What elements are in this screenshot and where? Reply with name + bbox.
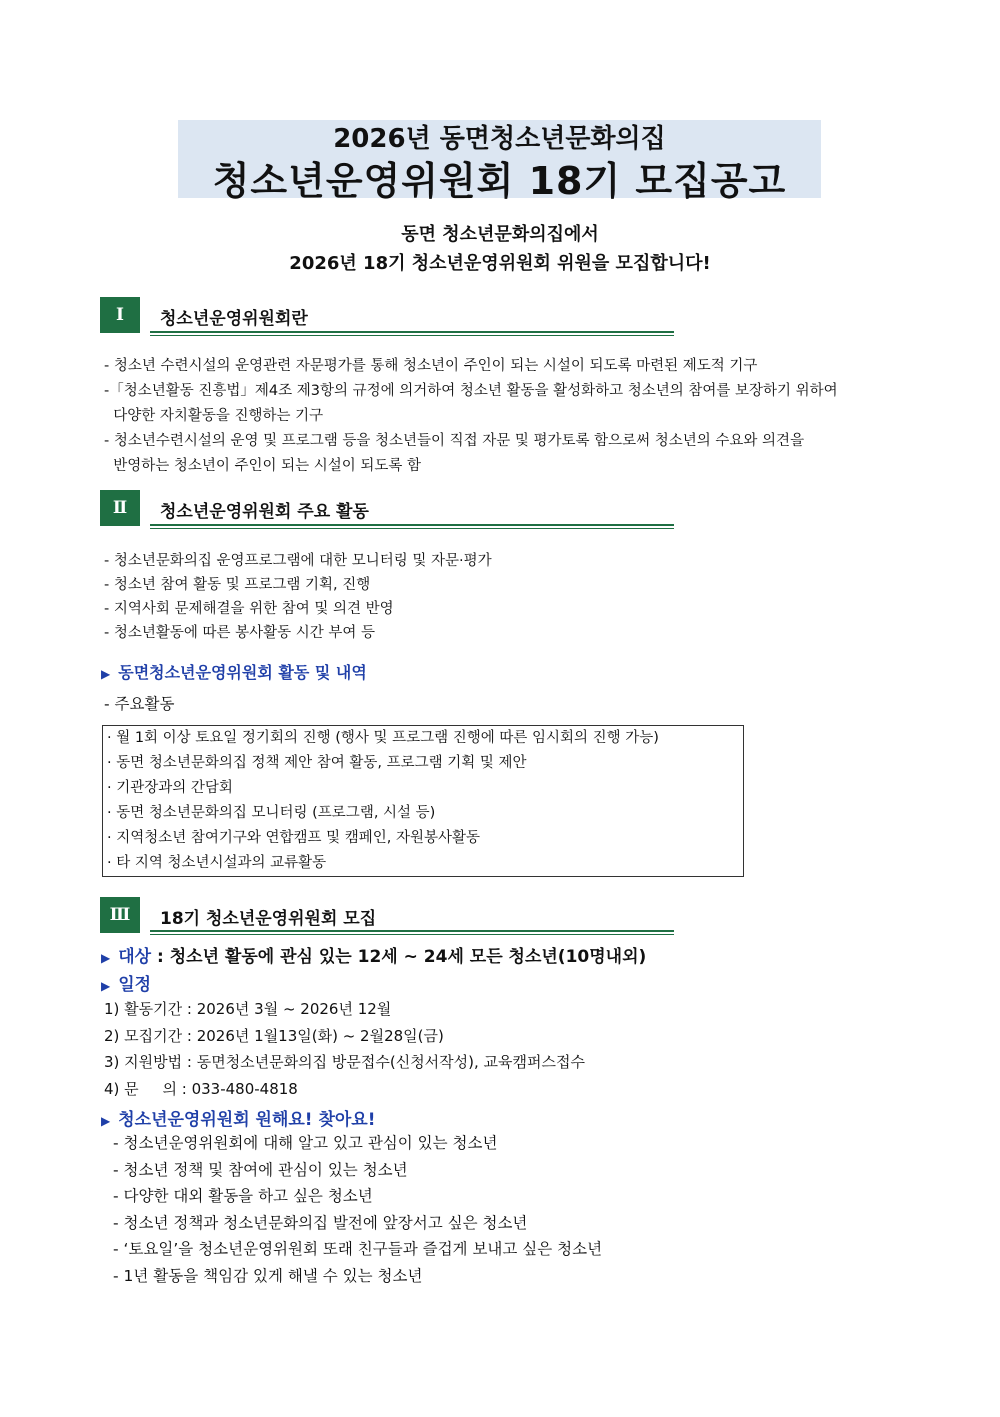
section1-underline-thin — [150, 335, 674, 336]
section3-number: Ⅲ — [100, 897, 140, 933]
target-line — [101, 942, 646, 967]
wanted-list — [113, 1130, 602, 1289]
target-label: 대상 — [118, 947, 152, 967]
triangle-bullet-icon: ▶ — [101, 979, 111, 993]
wanted-heading — [101, 1105, 376, 1130]
section2-title: 청소년운영위원회 주요 활동 — [160, 502, 369, 522]
schedule-item: 2) 모집기간 : 2026년 1월13일(화) ~ 2월28일(금) — [104, 1026, 444, 1045]
page-title: 청소년운영위원회 18기 모집공고 — [212, 159, 787, 203]
section1-line: - 청소년수련시설의 운영 및 프로그램 등을 청소년들이 직접 자문 및 평가토록 함으로써 청소년의 수요와 의견을 — [104, 433, 805, 449]
activity-item: · 동면 청소년문화의집 모니터링 (프로그램, 시설 등) — [107, 805, 436, 821]
wanted-item: - 다양한 대외 활동을 하고 싶은 청소년 — [113, 1187, 373, 1205]
activity-item: · 타 지역 청소년시설과의 교류활동 — [107, 855, 327, 871]
wanted-item: - 청소년 정책과 청소년문화의집 발전에 앞장서고 싶은 청소년 — [113, 1213, 528, 1232]
triangle-bullet-icon: ▶ — [101, 951, 111, 965]
section1-title: 청소년운영위원회란 — [160, 309, 308, 329]
main-activities-label: - 주요활동 — [104, 695, 175, 713]
schedule-list — [104, 996, 585, 1102]
section1-line: 반영하는 청소년이 주인이 되는 시설이 되도록 함 — [104, 458, 422, 474]
section3-underline-thin — [150, 934, 674, 935]
activity-item: · 기관장과의 간담회 — [107, 780, 233, 796]
schedule-item: 4) 문 의 : 033-480-4818 — [104, 1079, 298, 1098]
target-text: : 청소년 활동에 관심 있는 12세 ~ 24세 모든 청소년(10명내외) — [157, 947, 647, 967]
section1-line: -「청소년활동 진흥법」제4조 제3항의 규정에 의거하여 청소년 활동을 활성화하고 청소년의 참여를 보장하기 위하여 — [104, 383, 838, 399]
title-line1: 2026년 동면청소년문화의집 — [333, 124, 666, 154]
section2-underline — [150, 524, 674, 526]
activity-item: · 지역청소년 참여기구와 연합캠프 및 캠페인, 자원봉사활동 — [107, 830, 481, 846]
section3-title: 18기 청소년운영위원회 모집 — [160, 909, 377, 929]
wanted-item: - 1년 활동을 책임감 있게 해낼 수 있는 청소년 — [113, 1266, 423, 1285]
section2-number: Ⅱ — [100, 490, 140, 526]
triangle-bullet-icon: ▶ — [101, 667, 111, 681]
activity-subheading-text: 동면청소년운영위원회 활동 및 내역 — [118, 663, 367, 682]
triangle-bullet-icon: ▶ — [101, 1114, 111, 1128]
wanted-item: - 청소년 정책 및 참여에 관심이 있는 청소년 — [113, 1160, 408, 1179]
activity-subheading — [101, 660, 367, 683]
schedule-label: 일정 — [118, 975, 152, 995]
schedule-item: 1) 활동기간 : 2026년 3월 ~ 2026년 12월 — [104, 1000, 392, 1018]
section1-line: 다양한 자치활동을 진행하는 기구 — [104, 408, 324, 424]
intro-line1: 동면 청소년문화의집에서 — [401, 224, 599, 245]
section2-list — [104, 549, 492, 645]
activity-item: · 월 1회 이상 토요일 정기회의 진행 (행사 및 프로그램 진행에 따른 임시회의 진행 가능) — [107, 730, 659, 746]
wanted-item: - 청소년운영위원회에 대해 알고 있고 관심이 있는 청소년 — [113, 1134, 498, 1152]
section1-number: Ⅰ — [100, 297, 140, 333]
schedule-heading — [101, 970, 151, 995]
activity-item: · 동면 청소년문화의집 정책 제안 참여 활동, 프로그램 기획 및 제안 — [107, 755, 527, 771]
intro-line2: 2026년 18기 청소년운영위원회 위원을 모집합니다! — [289, 253, 711, 274]
section1-underline — [150, 331, 674, 333]
list-item: - 청소년활동에 따른 봉사활동 시간 부여 등 — [104, 625, 376, 641]
section3-underline — [150, 930, 674, 932]
activities-box — [102, 725, 744, 877]
section1-line: - 청소년 수련시설의 운영관련 자문평가를 통해 청소년이 주인이 되는 시설이 되도록 마련된 제도적 기구 — [104, 358, 758, 374]
list-item: - 지역사회 문제해결을 위한 참여 및 의견 반영 — [104, 601, 394, 617]
wanted-item: - ‘토요일’을 청소년운영위원회 또래 친구들과 즐겁게 보내고 싶은 청소년 — [113, 1240, 603, 1258]
schedule-item: 3) 지원방법 : 동면청소년문화의집 방문접수(신청서작성), 교육캠퍼스접수 — [104, 1053, 585, 1071]
section2-underline-thin — [150, 528, 674, 529]
wanted-heading-text: 청소년운영위원회 원해요! 찾아요! — [118, 1110, 376, 1130]
list-item: - 청소년 참여 활동 및 프로그램 기획, 진행 — [104, 577, 371, 593]
list-item: - 청소년문화의집 운영프로그램에 대한 모니터링 및 자문·평가 — [104, 553, 492, 569]
